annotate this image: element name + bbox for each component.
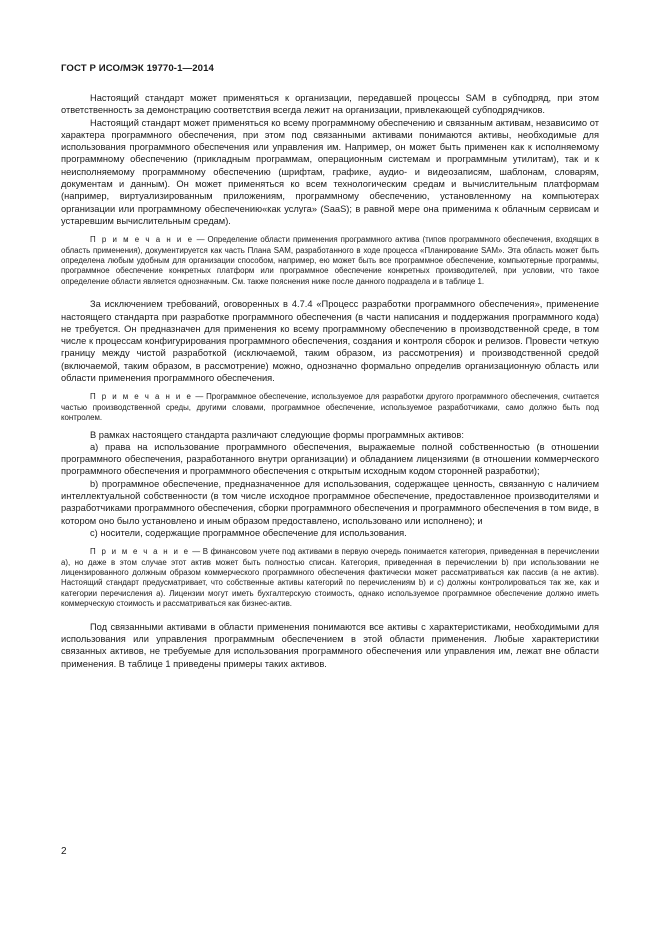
note-label: П р и м е ч а н и е	[90, 392, 193, 402]
paragraph-subcontracting: Настоящий стандарт может применяться к организации, передавшей процессы SAM в субподряд, при этом ответственность за демонстрацию соответствия всегда лежит на организации, привлекающей субподрядчиков.	[61, 93, 599, 116]
list-item-a: a) права на использование программного обеспечения, выражаемые полной собственностью (в отношении программного обеспечения, разработанного внутри организации) и обладанием лицензиями (в отношении коммерческого программного обеспечения и программного обеспечения с открытым исходным кодом сторонней разработки);	[61, 441, 599, 477]
note-label: П р и м е ч а н и е	[90, 235, 194, 245]
list-item-c: c) носители, содержащие программное обеспечение для использования.	[90, 527, 407, 538]
body-text	[61, 92, 599, 670]
page-number: 2	[61, 846, 67, 857]
paragraph-scope-software: Настоящий стандарт может применяться ко всему программному обеспечению и связанным активам, независимо от характера программного обеспечения, при этом под связанными активами понимаются активы, необходимые для использования программного обеспечения или управления им. Например, он может быть применен как к исполняемому программному обеспечению (прикладным программам, операционным системам и программным утилитам), так и к неисполняемому программному обеспечению (шрифтам, графике, аудио- и видеозаписям, шаблонам, словарям, документам и данным). Он может применяться ко всем технологическим средам и вычислительным платформам (например, виртуализированным приложениям, программному обеспечению, установленному на компьютерах организации или программному обеспечению«как услуга» (SaaS); в равной мере она применима к облачным сервисам и устаревшим вычислительным средам).	[61, 117, 599, 226]
list-item-b: b) программное обеспечение, предназначенное для использования, содержащее ценность, связанную с наличием интеллектуальной собственности (в том числе исходное программное обеспечение, предоставленное производителями и разработчиками программного обеспечения, сборки программного обеспечения и программного обеспечения в том виде, в котором оно было установлено и иным образом предоставлено, использовано или исполнено); и	[61, 478, 599, 526]
standard-header: ГОСТ Р ИСО/МЭК 19770-1—2014	[61, 63, 214, 74]
paragraph-development-exclusion: За исключением требований, оговоренных в 4.7.4 «Процесс разработки программного обеспечения», применение настоящего стандарта при разработке программного обеспечения (в части написания и поддержания программного кода) не требуется. Он предназначен для применения ко всему программному обеспечению в производственной среде, в том числе к процессам конфигурирования программного обеспечения, создания и контроля сборок и релизов. Провести четкую границу между чистой разработкой (исключаемой, таким образом, из рассмотрения) и производственной средой (включаемой, таким образом, в рассмотрение) можно, однозначно формально определив организационную область или области применения программного обеспечения.	[61, 299, 599, 384]
paragraph-asset-forms: В рамках настоящего стандарта различают следующие формы программных активов:	[90, 429, 464, 440]
note-scope-definition	[61, 235, 599, 287]
note-text: — Определение области применения программного актива (типов программного обеспечения, входящих в область применения), документируется как часть Плана SAM, разработанного в ходе процесса «Планирование SAM». Эта область может быть определена любым удобным для организации способом, например, ею может быть все программное обеспечение, компьютерные программы, программное обеспечение конкретных платформ или программное обеспечение конкретных производителей, при условии, что такое определение области является однозначным. См. также пояснения ниже после данного подраздела и в таблице 1.	[61, 235, 599, 286]
note-text: — Программное обеспечение, используемое для разработки другого программного обеспечения, считается частью производственной среды, другими словами, программное обеспечение, используемое разработчиками, само должно быть под контролем.	[61, 392, 599, 423]
note-development-environment	[61, 392, 599, 423]
paragraph-related-assets: Под связанными активами в области применения понимаются все активы с характеристиками, необходимыми для использования или управления программным обеспечением в этой области применения. Любые характеристики связанных активов, не требуемые для использования программного обеспечения или управления им, лежат вне области применения. В таблице 1 приведены примеры таких активов.	[61, 621, 599, 669]
note-text: — В финансовом учете под активами в первую очередь понимается категория, приведенная в перечислении а), но даже в этом случае этот актив может быть полностью списан. Категория, приведенная в перечислении b) при использовании не лицензированного должным образом коммерческого программного обеспечения фактически может рассматриваться как пассив (а не актив). Настоящий стандарт предусматривает, что собственные активы категорий по перечислениям b) и с) должны контролироваться так же, как и категории перечисления а). Лицензии могут иметь бухгалтерскую стоимость, однако используемое программное обеспечение должно иметь коммерческую стоимость и рассматриваться как бизнес-актив.	[61, 547, 599, 609]
note-label: П р и м е ч а н и е	[90, 547, 190, 557]
note-financial-accounting	[61, 547, 599, 609]
